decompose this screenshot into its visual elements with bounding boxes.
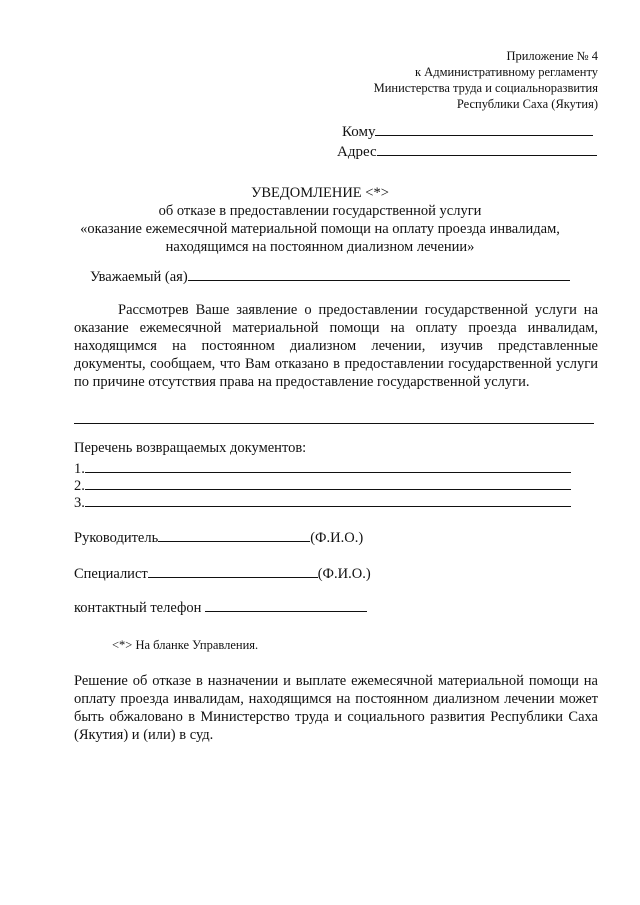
document-item-blank[interactable]	[85, 475, 571, 490]
phone-field	[74, 597, 367, 617]
specialist-name-hint: (Ф.И.О.)	[317, 566, 371, 582]
document-item-blank[interactable]	[85, 458, 571, 473]
document-item-3	[74, 492, 571, 512]
appendix-ministry: Министерства труда и социальноразвития	[373, 81, 598, 95]
notice-title: УВЕДОМЛЕНИЕ <*>	[251, 185, 389, 201]
to-field	[342, 121, 593, 141]
head-signature	[74, 527, 363, 547]
to-blank[interactable]	[375, 121, 593, 136]
address-field	[337, 141, 597, 161]
to-label: Кому	[342, 124, 376, 140]
documents-heading: Перечень возвращаемых документов:	[74, 440, 307, 456]
specialist-signature-blank[interactable]	[148, 563, 318, 578]
head-label: Руководитель	[74, 530, 159, 546]
appendix-regulation: к Административному регламенту	[414, 65, 598, 79]
body-underline	[74, 423, 594, 424]
notice-subtitle-3: находящимся на постоянном диализном лечении»	[165, 239, 475, 255]
phone-label: контактный телефон	[74, 600, 202, 616]
notice-subtitle-2: «оказание ежемесячной материальной помощи на оплату проезда инвалидам,	[80, 221, 560, 237]
greeting-blank[interactable]	[188, 266, 570, 281]
appendix-republic: Республики Саха (Якутия)	[456, 97, 598, 111]
greeting-field	[90, 266, 570, 286]
specialist-signature	[74, 563, 371, 583]
document-item-blank[interactable]	[85, 492, 571, 507]
document-item-number: 1.	[74, 461, 85, 477]
head-signature-blank[interactable]	[158, 527, 310, 542]
footnote: <*> На бланке Управления.	[112, 638, 259, 652]
appendix-number: Приложение № 4	[506, 49, 598, 63]
head-name-hint: (Ф.И.О.)	[310, 530, 364, 546]
body-paragraph	[74, 301, 598, 391]
appeal-paragraph	[74, 672, 598, 744]
specialist-label: Специалист	[74, 566, 148, 582]
document-item-number: 2.	[74, 478, 85, 494]
address-label: Адрес	[337, 144, 377, 160]
phone-blank[interactable]	[205, 597, 367, 612]
address-blank[interactable]	[377, 141, 597, 156]
greeting-label: Уважаемый (ая)	[90, 269, 188, 285]
appeal-text: Решение об отказе в назначении и выплате ежемесячной материальной помощи на оплату проезда инвалидам, находящимся на постоянном диализном лечении может быть обжаловано в Министерство труда и социального развития Республики Саха (Якутия) и (или) в суд.	[74, 673, 598, 743]
document-item-number: 3.	[74, 495, 85, 511]
body-text: Рассмотрев Ваше заявление о предоставлении государственной услуги на оказание ежемесячной материальной помощи на оплату проезда инвалидам, находящимся на постоянном диализном лечении, изучив представленные документы, сообщаем, что Вам отказано в предоставлении государственной услуги по причине отсутствия права на предоставление государственной услуги.	[74, 302, 598, 390]
notice-subtitle-1: об отказе в предоставлении государственной услуги	[158, 203, 482, 219]
